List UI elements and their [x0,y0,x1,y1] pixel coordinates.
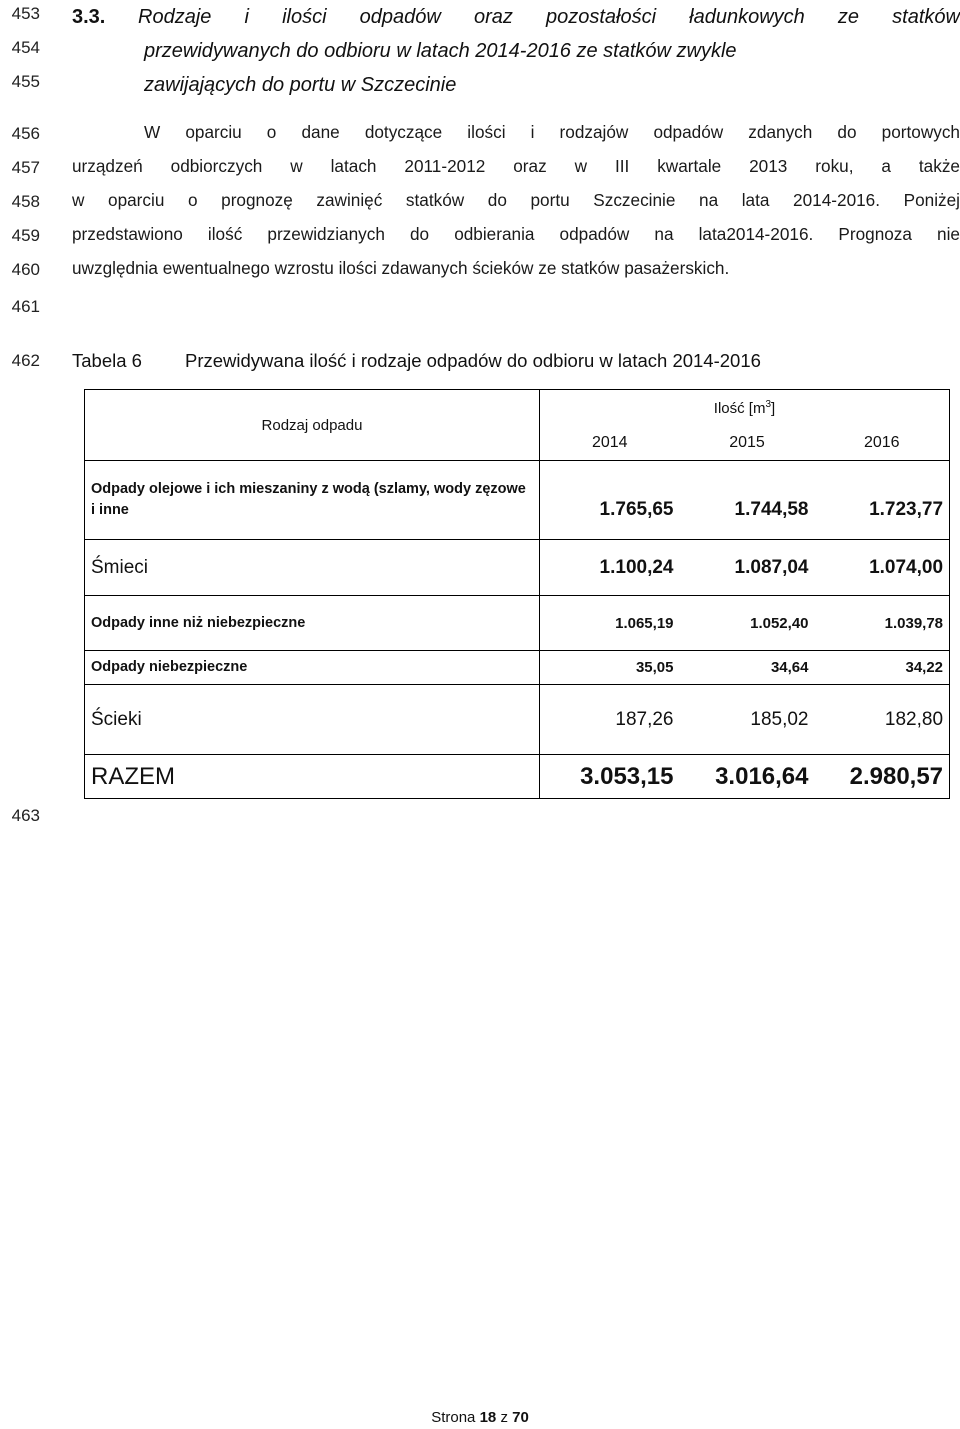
value-cell: 182,80 [815,685,950,755]
table-row [85,685,950,755]
value-cell: 1.052,40 [680,596,815,651]
table-caption [72,350,960,372]
year-header: 2015 [680,425,815,461]
table-caption-label: Tabela 6 [72,350,142,371]
table-row [85,461,950,540]
page-footer [0,1409,960,1426]
line-number: 457 [11,158,40,177]
line-number: 455 [11,72,40,91]
footer-separator: z [500,1409,508,1426]
value-cell: 1.039,78 [815,596,950,651]
value-cell: 1.065,19 [540,596,680,651]
value-cell: 187,26 [540,685,680,755]
paragraph-line: W oparciu o dane dotyczące ilości i rodzajów odpadów zdanych do portowych [144,122,960,142]
footer-total-pages: 70 [512,1409,529,1426]
line-number: 459 [11,226,40,245]
year-header: 2014 [540,425,680,461]
heading-line-2: przewidywanych do odbioru w latach 2014-2016 ze statków zwykle [144,40,737,62]
waste-table [84,389,950,799]
line-number: 463 [11,806,40,825]
table-row [85,540,950,596]
line-number: 456 [11,124,40,143]
paragraph-line: urządzeń odbiorczych w latach 2011-2012 oraz w III kwartale 2013 roku, a także [72,156,960,176]
total-label-cell: RAZEM [85,755,540,799]
quantity-header-text: Ilość [m [713,399,766,417]
value-cell: 1.765,65 [540,461,680,540]
paragraph-line: w oparciu o prognozę zawinięć statków do portu Szczecinie na lata 2014-2016. Poniżej [72,190,960,210]
waste-type-cell: Odpady inne niż niebezpieczne [85,596,540,651]
waste-type-cell: Odpady niebezpieczne [85,651,540,685]
footer-current-page: 18 [479,1409,497,1426]
section-heading [72,0,960,102]
quantity-header-close: ] [771,399,776,417]
total-value-cell: 3.053,15 [540,755,680,799]
section-number: 3.3. [72,6,106,28]
value-cell: 1.723,77 [815,461,950,540]
table-caption-title: Przewidywana ilość i rodzaje odpadów do odbioru w latach 2014-2016 [185,350,761,371]
line-number: 460 [11,260,40,279]
waste-type-cell: Odpady olejowe i ich mieszaniny z wodą (szlamy, wody zęzowe i inne [85,461,540,540]
value-cell: 1.100,24 [540,540,680,596]
total-value-cell: 3.016,64 [680,755,815,799]
line-number: 454 [11,38,40,57]
table-row [85,596,950,651]
paragraph-line: uwzględnia ewentualnego wzrostu ilości zdawanych ścieków ze statków pasażerskich. [72,258,730,278]
line-number: 461 [11,297,40,316]
table-total-row [85,755,950,799]
value-cell: 34,22 [815,651,950,685]
heading-text: Rodzaje i ilości odpadów oraz pozostałości ładunkowych ze statków [138,6,960,28]
value-cell: 1.087,04 [680,540,815,596]
year-header: 2016 [815,425,950,461]
total-value-cell: 2.980,57 [815,755,950,799]
table-row [85,651,950,685]
value-cell: 1.074,00 [815,540,950,596]
line-number: 462 [11,351,40,370]
value-cell: 35,05 [540,651,680,685]
value-cell: 34,64 [680,651,815,685]
footer-prefix: Strona [431,1409,476,1426]
paragraph-line: przedstawiono ilość przewidzianych do odbierania odpadów na lata2014-2016. Prognoza nie [72,224,960,244]
line-number: 458 [11,192,40,211]
table-header-row [85,390,950,426]
heading-line-1 [72,0,960,34]
waste-type-cell: Ścieki [85,685,540,755]
line-number: 453 [11,4,40,23]
type-column-header: Rodzaj odpadu [85,390,540,461]
quantity-column-header [540,390,950,426]
value-cell: 1.744,58 [680,461,815,540]
quantity-header-sup: 3 [765,398,772,410]
value-cell: 185,02 [680,685,815,755]
heading-line-3: zawijających do portu w Szczecinie [144,74,457,96]
waste-type-cell: Śmieci [85,540,540,596]
